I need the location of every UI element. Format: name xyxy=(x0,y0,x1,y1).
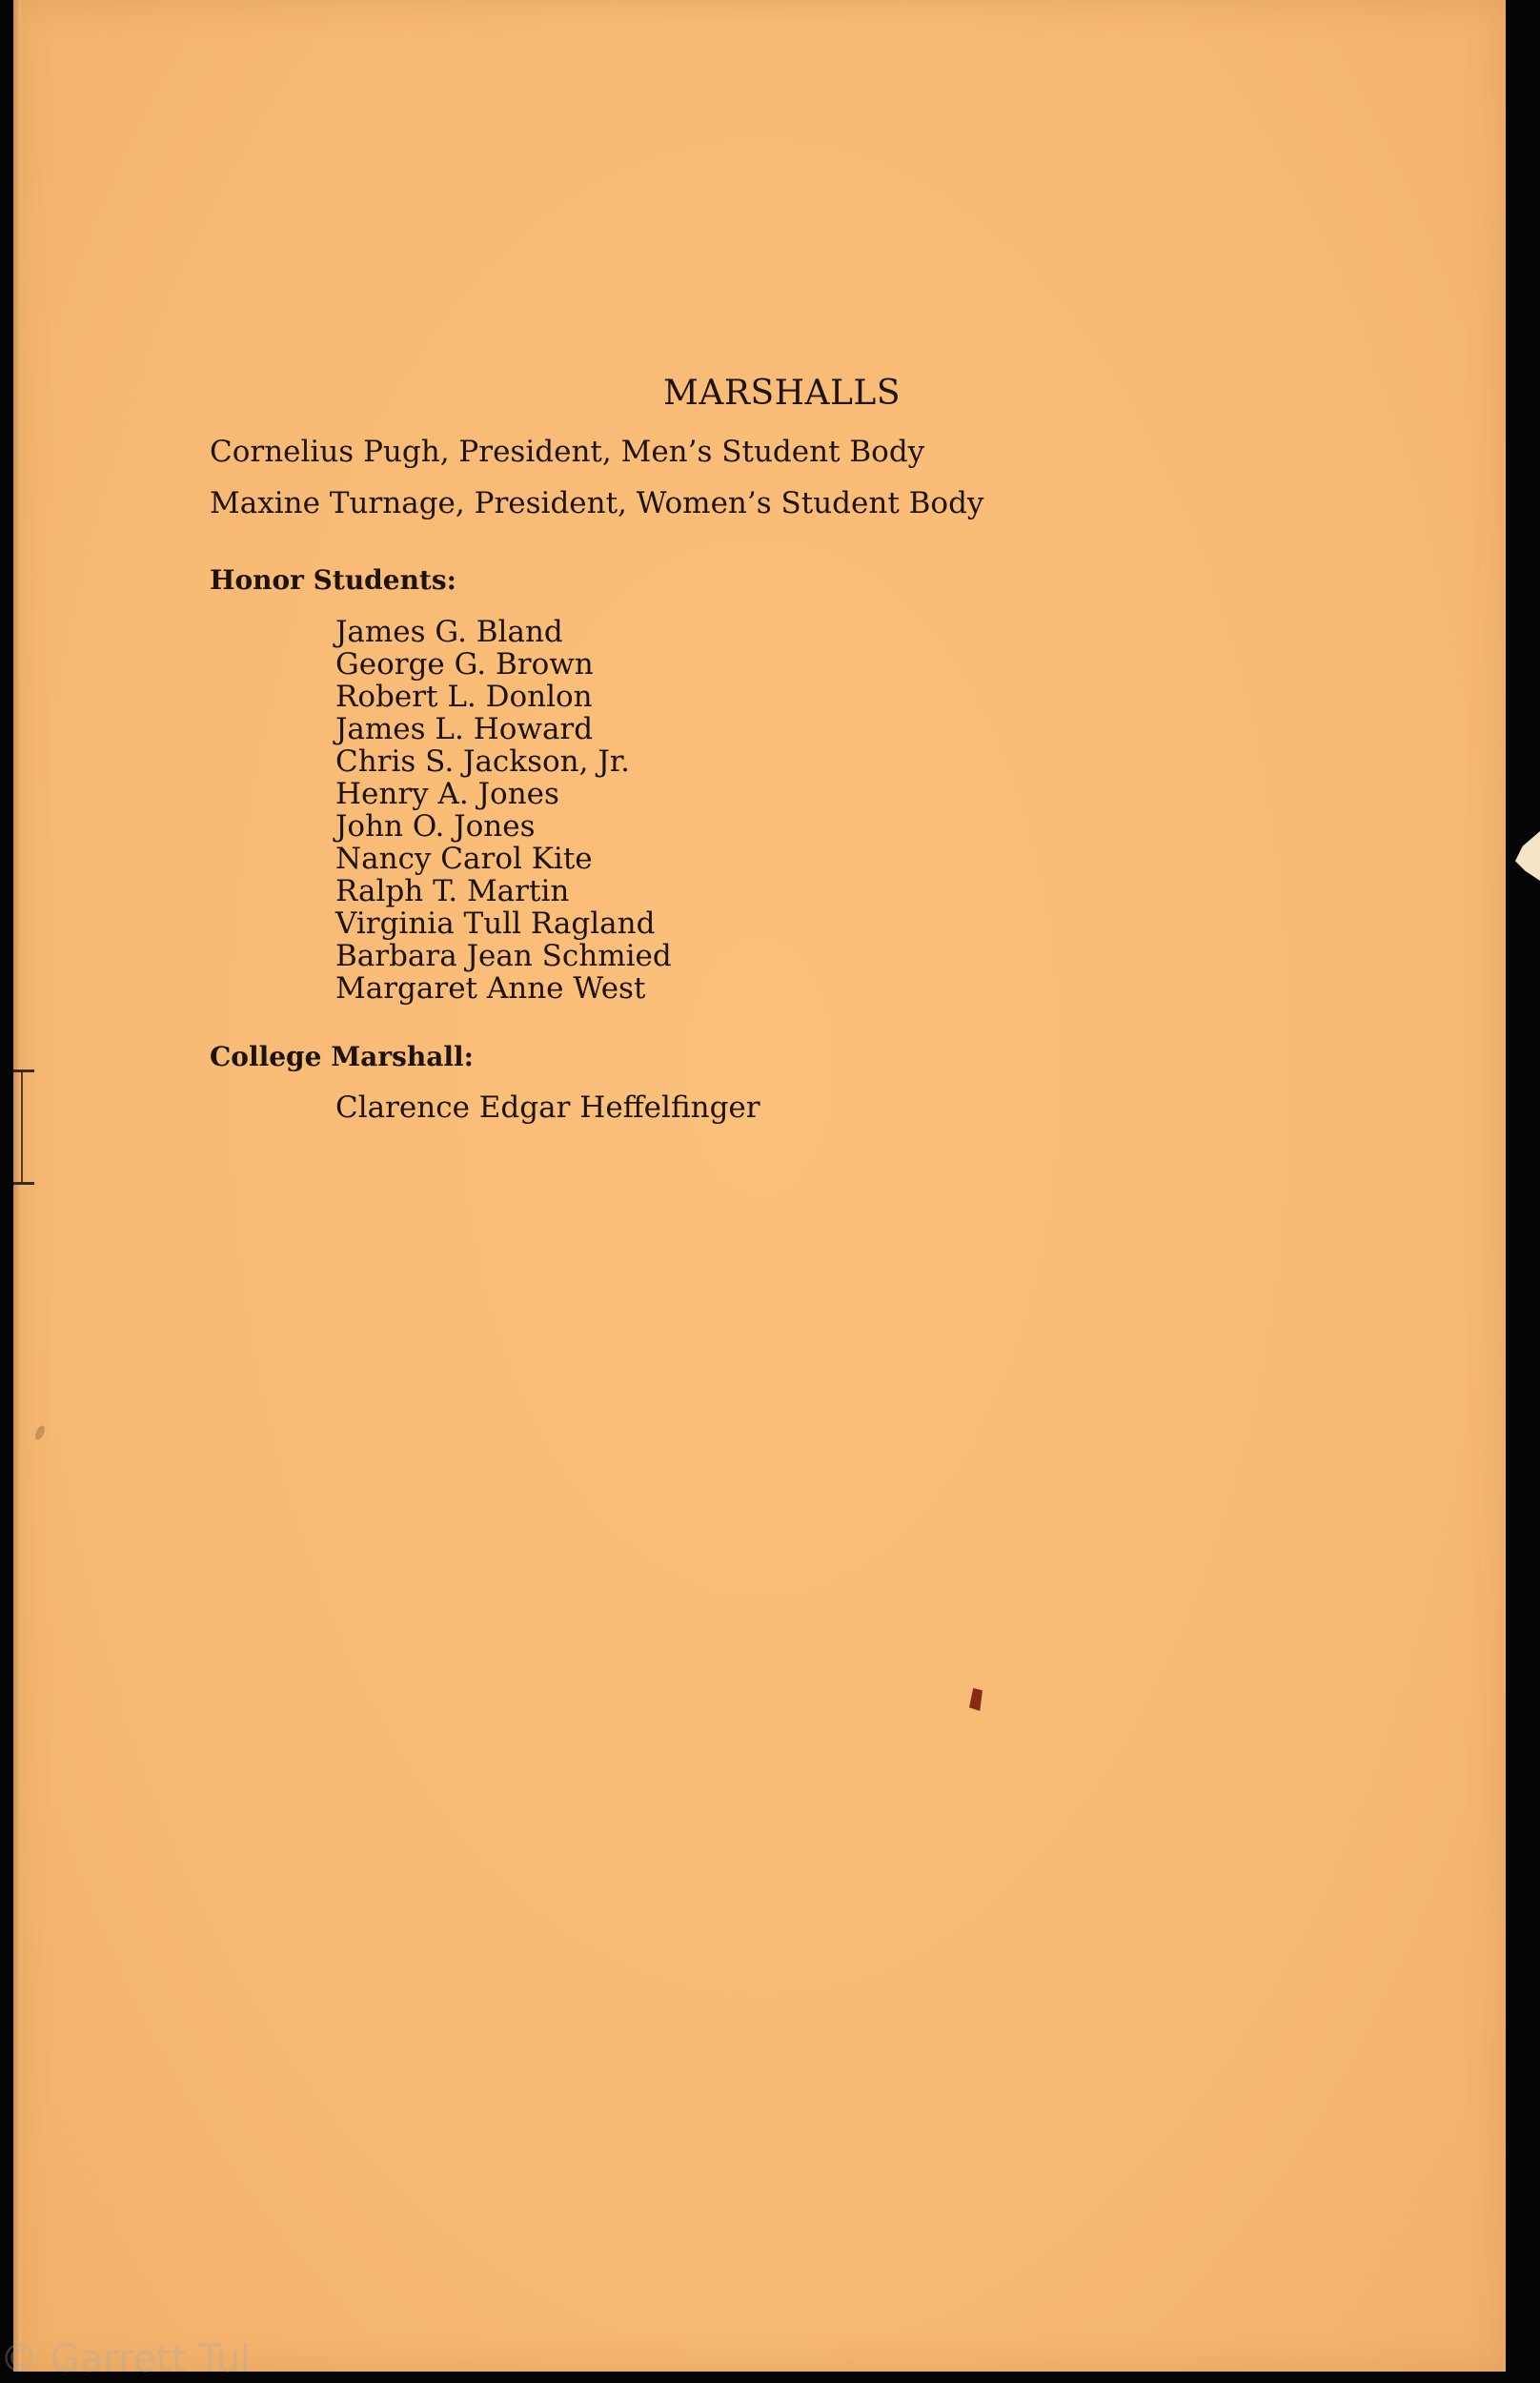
list-item: Robert L. Donlon xyxy=(335,680,593,714)
list-item: Ralph T. Martin xyxy=(335,874,570,908)
college-marshall-heading: College Marshall: xyxy=(210,1041,474,1072)
torn-edge xyxy=(1515,831,1540,881)
list-item: John O. Jones xyxy=(335,809,536,844)
list-item: Margaret Anne West xyxy=(335,971,646,1006)
list-item: Chris S. Jackson, Jr. xyxy=(335,744,631,779)
role-line-men-president: Cornelius Pugh, President, Men’s Student Body xyxy=(210,435,925,469)
binding-thread xyxy=(21,1071,23,1184)
paper-stain xyxy=(33,1424,47,1441)
list-item: Nancy Carol Kite xyxy=(335,842,593,876)
role-line-women-president: Maxine Turnage, President, Women’s Student Body xyxy=(210,486,984,520)
list-item: Barbara Jean Schmied xyxy=(335,939,672,973)
list-item: Virginia Tull Ragland xyxy=(335,906,656,941)
paper-left-edge xyxy=(13,0,21,2372)
honor-students-list xyxy=(335,616,672,1005)
ink-spot xyxy=(969,1688,983,1711)
copyright-watermark: © Garrett Tul xyxy=(0,2337,252,2381)
page-title: MARSHALLS xyxy=(663,374,901,413)
college-marshall-name: Clarence Edgar Heffelfinger xyxy=(335,1090,760,1125)
list-item: George G. Brown xyxy=(335,647,594,682)
paper-sheet xyxy=(13,0,1506,2372)
list-item: James G. Bland xyxy=(335,615,563,649)
staple-mark-top xyxy=(13,1069,34,1072)
staple-mark-bottom xyxy=(13,1182,34,1185)
honor-students-heading: Honor Students: xyxy=(210,564,456,596)
list-item: Henry A. Jones xyxy=(335,777,559,811)
list-item: James L. Howard xyxy=(335,712,594,746)
